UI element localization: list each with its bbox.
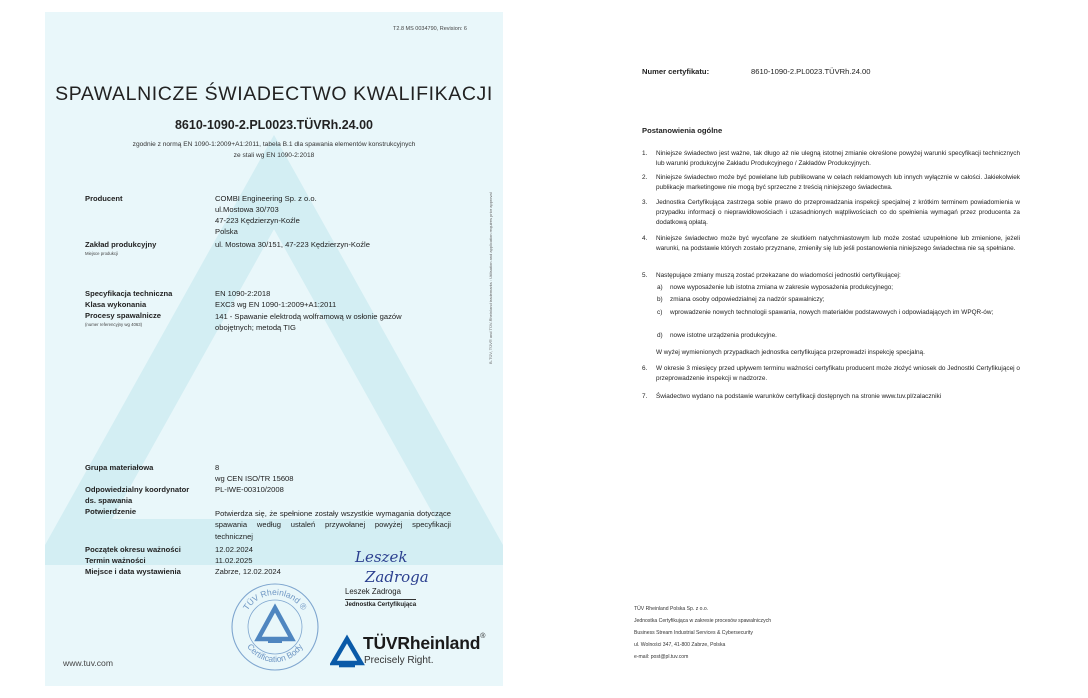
footer-address: ul. Wolności 347, 41-800 Zabrze, Polska	[634, 642, 726, 648]
producer-label: Producent	[85, 194, 123, 203]
website-link: www.tuv.com	[63, 658, 113, 668]
producer-line-4: Polska	[215, 227, 238, 236]
brand-tagline: Precisely Right.	[364, 655, 434, 666]
validity-start-label: Początek okresu ważności	[85, 545, 181, 554]
clause-5-item-a	[657, 283, 1020, 293]
clause-number: 2.	[642, 174, 648, 181]
spec-label: Specyfikacja techniczna	[85, 289, 173, 298]
clause-text: Jednostka Certyfikująca zastrzega sobie prawo do przeprowadzania inspekcji specjalnej z krótkim terminem powiadomienia w przypadku informacji o nieprawidłowościach i uzasadnionych wątpliwościach co do spełnienia wymagań przez producenta za dodatkową opłatą.	[656, 199, 1020, 227]
clause-5-item-c	[657, 308, 1020, 318]
issue-place-value: Zabrze, 12.02.2024	[215, 567, 281, 576]
seal-top-text: TÜV Rheinland ®	[240, 586, 310, 612]
subitem-letter: d)	[657, 332, 663, 339]
clause-text: Niniejsze świadectwo może być wycofane ze skutkiem natychmiastowym lub może zostać uzupełnione lub zmienione, jeżeli warunki, na podstawie których zostało przyznane, zmieniły się lub jeśli postanowienia niniejszego świadectwa nie są spełniane.	[656, 235, 1020, 253]
norm-line-1: zgodnie z normą EN 1090-1:2009+A1:2011, tabela B.1 dla spawania elementów konstrukcyjnych	[132, 141, 416, 148]
coordinator-value: PL-IWE-00310/2008	[215, 485, 284, 494]
signature-text-2: Zadroga	[365, 568, 429, 586]
clause-text: Niniejsze świadectwo może być powielane lub publikowane w celach reklamowych lub innych wyłącznie w całości. Jakiekolwiek publikacje marketingowe nie mogą być sprzeczne z treścią niniejszego świadectwa.	[656, 174, 1020, 192]
subitem-text: wprowadzenie nowych technologii spawania, nowych materiałów podstawowych i odpowiadających im WPQR-ów;	[670, 309, 994, 316]
clause-number: 6.	[642, 365, 648, 372]
validity-end-value: 11.02.2025	[215, 556, 253, 565]
certificate-back-page	[580, 12, 1060, 686]
clause-7	[642, 392, 1020, 402]
seal-bottom-text: Certification Body	[245, 641, 305, 665]
clause-5	[642, 271, 1020, 281]
footer-email: e-mail: post@pl.tuv.com	[634, 654, 689, 660]
process-label: Procesy spawalnicze	[85, 311, 161, 320]
signer-unit: Jednostka Certyfikująca	[345, 601, 417, 608]
material-standard: wg CEN ISO/TR 15608	[215, 474, 294, 483]
subitem-text: zmiana osoby odpowiedzialnej za nadzór spawalniczy;	[670, 296, 825, 303]
coordinator-label: Odpowiedzialny koordynator	[85, 485, 190, 494]
plant-label: Zakład produkcyjny	[85, 240, 157, 249]
page-title: SPAWALNICZE ŚWIADECTWO KWALIFIKACJI	[55, 83, 493, 105]
clause-number: 7.	[642, 393, 648, 400]
subitem-letter: b)	[657, 296, 663, 303]
subitem-text: nowe wyposażenie lub istotna zmiana w zakresie wyposażenia produkcyjnego;	[670, 284, 894, 291]
validity-start-value: 12.02.2024	[215, 545, 254, 554]
confirmation-value: Potwierdza się, że spełnione zostały wszystkie wymagania dotyczące spawania według ustaleń przywołanej powyżej specyfikacji technicznej	[215, 509, 451, 541]
producer-line-2: ul.Mostowa 30/703	[215, 205, 279, 214]
signature-text-1: Leszek	[355, 548, 408, 566]
form-reference: T2.8 MS 0034790, Revision: 6	[393, 26, 467, 32]
brand-name-text: TÜVRheinland	[363, 633, 481, 653]
material-label: Grupa materiałowa	[85, 463, 154, 472]
handwritten-signature	[345, 542, 445, 592]
clause-text: Świadectwo wydano na podstawie warunków certyfikacji dostępnych na stronie www.tuv.pl/zalaczniki	[656, 393, 942, 400]
clause-number: 3.	[642, 199, 648, 206]
clause-5-item-b	[657, 295, 1020, 305]
clause-number: 4.	[642, 235, 648, 242]
plant-sublabel: Miejsce produkcji	[85, 251, 118, 256]
clause-2	[642, 173, 1020, 193]
cert-number-value: 8610-1090-2.PL0023.TÜVRh.24.00	[751, 67, 871, 76]
footer-business-stream: Business Stream Industrial Services & Cybersecurity	[634, 630, 753, 636]
process-sublabel: (numer referencyjny wg 4063)	[85, 322, 143, 327]
clause-text: W okresie 3 miesięcy przed upływem terminu ważności certyfikatu producent może złożyć wniosek do Jednostki Certyfikującej o przeprowadzenie inspekcji w nadzorze.	[656, 365, 1020, 383]
certificate-front-page	[45, 12, 503, 686]
class-value: EXC3 wg EN 1090-1:2009+A1:2011	[215, 300, 337, 309]
clause-number: 1.	[642, 150, 648, 157]
producer-line-1: COMBI Engineering Sp. z o.o.	[215, 194, 317, 203]
issue-place-label: Miejsce i data wystawienia	[85, 567, 181, 576]
signer-name: Leszek Zadroga	[345, 587, 401, 596]
certificate-number: 8610-1090-2.PL0023.TÜVRh.24.00	[174, 118, 374, 132]
validity-end-label: Termin ważności	[85, 556, 146, 565]
footer-company: TÜV Rheinland Polska Sp. z o.o.	[634, 606, 709, 612]
certification-body-seal-icon	[230, 582, 320, 672]
coordinator-label-2: ds. spawania	[85, 496, 133, 505]
material-value: 8	[215, 463, 220, 472]
clause-4	[642, 234, 1020, 254]
norm-line-2: ze stali wg EN 1090-2:2018	[233, 152, 315, 159]
subitem-letter: c)	[657, 309, 663, 316]
clause-5-tail: W wyżej wymienionych przypadkach jednostka certyfikująca przeprowadzi inspekcję specjalną.	[656, 349, 925, 356]
clause-6	[642, 364, 1020, 384]
clause-text: Niniejsze świadectwo jest ważne, tak długo aż nie ulegną istotnej zmianie określone powyżej warunki specyfikacji technicznych lub warunki produkcyjne Zakładu Produkcyjnego / Zakładów Produkcyjnych.	[656, 150, 1020, 168]
cert-number-label: Numer certyfikatu:	[642, 67, 710, 76]
footer-unit: Jednostka Certyfikująca w zakresie procesów spawalniczych	[634, 618, 772, 624]
trademark-note: B-TÜV, TÜV® and TÜV-Rheinland trademarks : Utilisation and application requires prior approval	[488, 192, 493, 364]
class-label: Klasa wykonania	[85, 300, 147, 309]
brand-registered-mark: ®	[480, 633, 486, 640]
clause-1	[642, 149, 1020, 169]
clause-3	[642, 198, 1020, 229]
producer-line-3: 47-223 Kędzierzyn-Koźle	[215, 216, 300, 225]
clause-number: 5.	[642, 272, 648, 279]
clause-text: Następujące zmiany muszą zostać przekazane do wiadomości jednostki certyfikującej:	[656, 272, 901, 279]
norm-statement	[75, 139, 473, 161]
general-provisions-heading: Postanowienia ogólne	[642, 126, 723, 135]
process-value: 141 - Spawanie elektrodą wolframową w osłonie gazów obojętnych; metodą TIG	[215, 312, 402, 333]
clause-5-item-d	[657, 331, 1020, 341]
svg-text:Certification Body	[245, 641, 305, 664]
brand-name	[363, 633, 485, 654]
subitem-text: nowe istotne urządzenia produkcyjne.	[670, 332, 777, 339]
subitem-letter: a)	[657, 284, 663, 291]
spec-value: EN 1090-2:2018	[215, 289, 271, 298]
confirmation-label: Potwierdzenie	[85, 507, 137, 516]
plant-value: ul. Mostowa 30/151, 47-223 Kędzierzyn-Koźle	[215, 240, 370, 249]
